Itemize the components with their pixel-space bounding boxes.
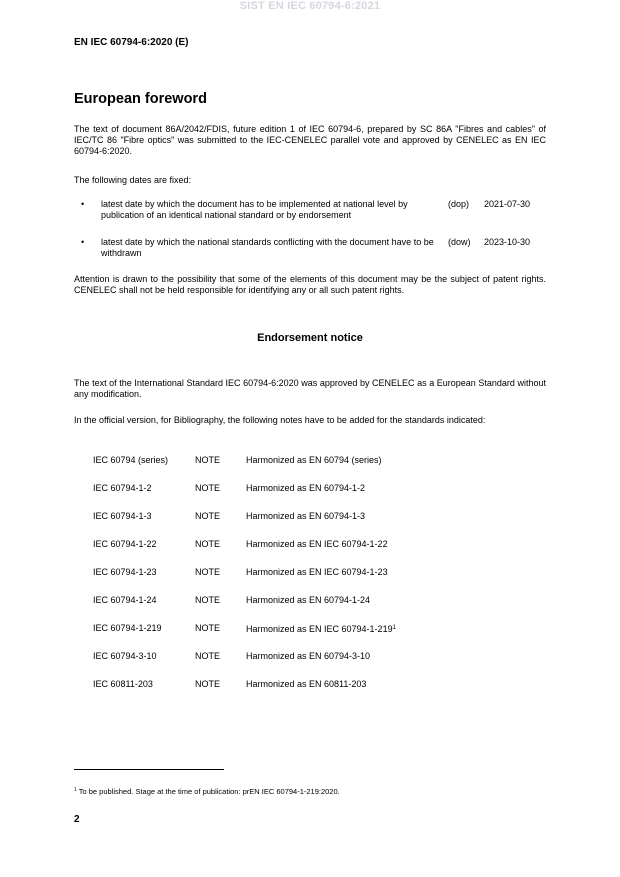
document-identifier: EN IEC 60794-6:2020 (E) xyxy=(74,37,189,48)
standard-reference: IEC 60794-3-10 xyxy=(93,651,157,661)
harmonized-text: Harmonized as EN 60794 (series) xyxy=(246,455,382,465)
note-label: NOTE xyxy=(195,455,221,465)
note-label: NOTE xyxy=(195,651,221,661)
harmonized-statement xyxy=(246,595,370,606)
bullet-icon: • xyxy=(81,199,85,209)
page-number: 2 xyxy=(74,814,80,825)
standard-reference: IEC 60794-1-219 xyxy=(93,623,162,633)
harmonized-statement xyxy=(246,679,366,690)
harmonized-text: Harmonized as EN IEC 60794-1-23 xyxy=(246,567,388,577)
watermark: SIST EN IEC 60794-6:2021 xyxy=(239,0,381,12)
standard-reference: IEC 60794-1-23 xyxy=(93,567,157,577)
bibliography-intro: In the official version, for Bibliography, the following notes have to be added for the standards indicated: xyxy=(74,415,486,425)
standard-reference: IEC 60794-1-2 xyxy=(93,483,152,493)
foreword-intro-paragraph: The text of document 86A/2042/FDIS, future edition 1 of IEC 60794-6, prepared by SC 86A "Fibres and cables" of IEC/TC 86 "Fibre optics" was submitted to the IEC-CENELEC parallel vote and approved by CENELEC as EN IEC 60794-6:2020. xyxy=(74,124,546,157)
section-title-european-foreword: European foreword xyxy=(74,91,207,107)
harmonized-statement xyxy=(246,511,365,522)
note-label: NOTE xyxy=(195,679,221,689)
footnote-text: To be published. Stage at the time of publication: prEN IEC 60794-1-219:2020. xyxy=(78,787,340,796)
date-item-dop xyxy=(74,199,546,225)
harmonized-statement xyxy=(246,567,388,578)
patent-attention-paragraph: Attention is drawn to the possibility that some of the elements of this document may be the subject of patent rights. CENELEC shall not be held responsible for identifying any or all such patent rights. xyxy=(74,274,546,296)
footnote xyxy=(74,787,340,796)
harmonized-text: Harmonized as EN IEC 60794-1-219 xyxy=(246,624,393,634)
footnote-reference: 1 xyxy=(392,625,396,631)
date-item-text: latest date by which the national standards conflicting with the document have to be withdrawn xyxy=(101,237,434,259)
harmonized-statement xyxy=(246,651,370,662)
note-label: NOTE xyxy=(195,511,221,521)
standard-reference: IEC 60794-1-22 xyxy=(93,539,157,549)
note-label: NOTE xyxy=(195,595,221,605)
harmonized-statement xyxy=(246,483,365,494)
endorsement-paragraph: The text of the International Standard IEC 60794-6:2020 was approved by CENELEC as a European Standard without any modification. xyxy=(74,378,546,400)
harmonized-text: Harmonized as EN IEC 60794-1-22 xyxy=(246,539,388,549)
note-label: NOTE xyxy=(195,539,221,549)
harmonized-text: Harmonized as EN 60794-3-10 xyxy=(246,651,371,661)
date-item-code: (dow) xyxy=(448,237,471,247)
date-item-dow xyxy=(74,237,546,263)
standard-reference: IEC 60794-1-24 xyxy=(93,595,157,605)
footnote-divider xyxy=(74,769,224,770)
harmonized-text: Harmonized as EN 60794-1-2 xyxy=(246,483,366,493)
date-item-code: (dop) xyxy=(448,199,470,209)
date-item-text: latest date by which the document has to be implemented at national level by publication of an identical national standard or by endorsement xyxy=(101,199,408,221)
note-label: NOTE xyxy=(195,567,221,577)
section-title-endorsement-notice: Endorsement notice xyxy=(257,332,363,344)
date-item-date: 2023-10-30 xyxy=(484,237,531,247)
bullet-icon: • xyxy=(81,237,85,247)
harmonized-text: Harmonized as EN 60794-1-24 xyxy=(246,595,371,605)
standard-reference: IEC 60811-203 xyxy=(93,679,153,689)
harmonized-statement xyxy=(246,539,388,550)
note-label: NOTE xyxy=(195,483,221,493)
harmonized-statement xyxy=(246,455,382,466)
note-label: NOTE xyxy=(195,623,221,633)
harmonized-text: Harmonized as EN 60811-203 xyxy=(246,679,367,689)
harmonized-statement xyxy=(246,623,396,635)
dates-intro: The following dates are fixed: xyxy=(74,175,192,185)
footnote-marker: 1 xyxy=(74,787,77,793)
standard-reference: IEC 60794 (series) xyxy=(93,455,169,465)
harmonized-text: Harmonized as EN 60794-1-3 xyxy=(246,511,366,521)
date-item-date: 2021-07-30 xyxy=(484,199,531,209)
standard-reference: IEC 60794-1-3 xyxy=(93,511,152,521)
